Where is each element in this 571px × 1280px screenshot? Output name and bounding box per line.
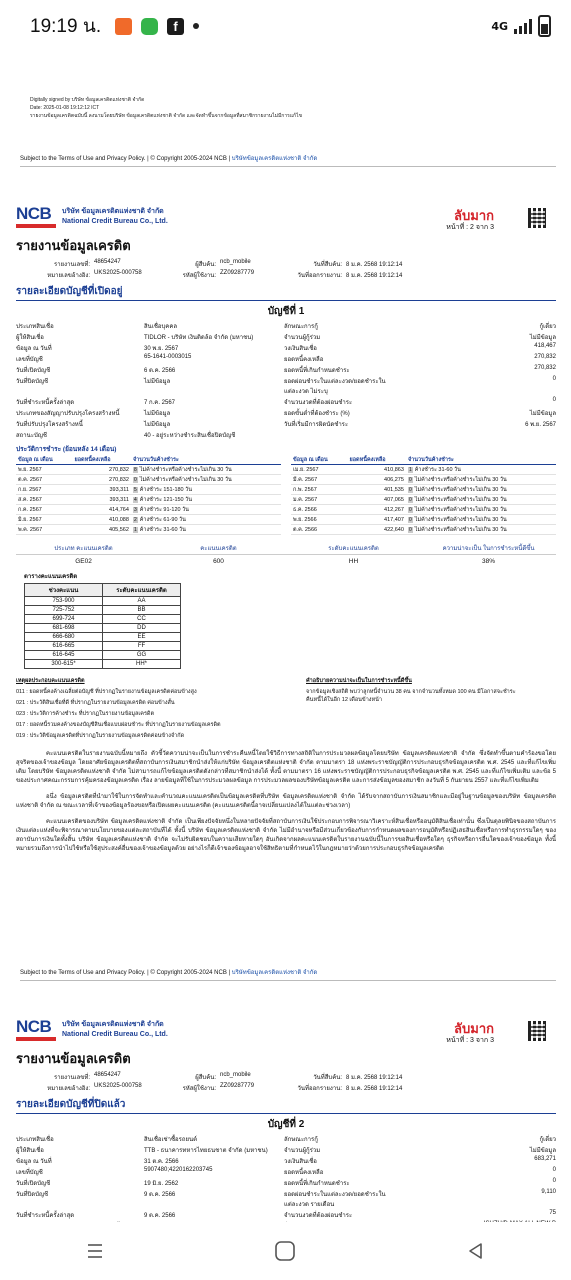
table-row <box>16 495 281 505</box>
signature-line: Digitally signed by บริษัท ข้อมูลเครดิตแห่งชาติ จำกัด <box>30 97 145 103</box>
history-balance: 406,275 <box>348 475 406 485</box>
field-value: สินเชื่อเช่าซื้อรถยนต์ <box>144 1137 198 1143</box>
field-label: วันที่ชำระหนี้ครั้งล่าสุด <box>16 400 75 406</box>
history-status <box>406 515 556 525</box>
field-label: ข้อมูล ณ วันที่ <box>16 1159 52 1165</box>
status-text: ไม่ค้างชำระหรือค้างชำระไม่เกิน 30 วัน <box>414 496 507 503</box>
divider <box>20 980 556 981</box>
signature-note: รายงานข้อมูลเครดิตฉบับนี้ ลงนามโดยบริษัท ข้อมูลเครดิตแห่งชาติ จำกัด และจัดทำขึ้นจากข้อมูลที่สมาชิกรายงานไม่มีการแก้ไข <box>30 113 303 119</box>
field-label: เลขที่บัญชี <box>16 357 43 363</box>
reason-item: 019 : ประวัติข้อมูลเครดิตที่ปรากฏในรายงานข้อมูลเครดิตค่อนข้างจำกัด <box>16 733 185 739</box>
field-label: เลขที่บัญชี <box>16 1170 43 1176</box>
signal-icon <box>514 18 532 34</box>
status-text: ค้างชำระ 31-60 วัน <box>414 466 461 473</box>
qr-code-icon <box>528 208 548 228</box>
probability-title: คำอธิบายความน่าจะเป็นในการชำระหนี้ดีขึ้น <box>306 678 412 684</box>
field-value: 40 - อยู่ระหว่างชำระสินเชื่อปิดบัญชี <box>144 433 236 439</box>
meta-label: รหัสผู้ใช้งาน: <box>182 1086 216 1092</box>
history-status <box>131 485 281 495</box>
meta-value: ZZ09287779 <box>220 270 255 276</box>
history-balance: 414,764 <box>73 505 131 515</box>
status-code: 3 <box>133 506 137 513</box>
facebook-icon: f <box>167 18 184 35</box>
field-label: ประเภทสินเชื่อ <box>16 324 54 330</box>
score-value-cell: 38% <box>481 558 495 565</box>
meta-label: หมายเลขอ้างอิง: <box>47 273 90 279</box>
field-value: 0 <box>552 1167 556 1173</box>
meta-value: 8 ม.ค. 2568 19:12:14 <box>346 262 403 268</box>
notification-icons <box>115 18 199 35</box>
history-status <box>131 525 281 535</box>
field-value: TIDLOR - บริษัท เงินติดล้อ จำกัด (มหาชน) <box>144 335 254 341</box>
field-value: ไม่มีข้อมูล <box>529 1148 556 1154</box>
score-header <box>16 543 556 555</box>
history-month: มิ.ย. 2567 <box>16 515 73 525</box>
meta-label: วันที่สืบค้น: <box>313 1075 342 1081</box>
history-month: ต.ค. 2567 <box>16 475 73 485</box>
history-header: ยอดหนี้คงเหลือ <box>348 456 406 465</box>
score-range-table <box>24 583 181 669</box>
table-row <box>291 475 556 485</box>
reasons-title: เหตุผลประกอบคะแนนเครดิต <box>16 678 85 684</box>
field-value: 19 มิ.ย. 2562 <box>144 1181 179 1187</box>
history-balance: 401,535 <box>348 485 406 495</box>
meta-value: 48654247 <box>94 259 121 265</box>
network-type: 4G <box>491 19 508 33</box>
field-label: วันที่เริ่มมีการผิดนัดชำระ <box>284 422 349 428</box>
field-value: 75 <box>549 1210 556 1216</box>
history-header: จำนวนวันค้างชำระ <box>406 456 556 465</box>
terms-footer <box>20 153 317 163</box>
divider <box>20 166 556 167</box>
history-balance: 422,640 <box>348 525 406 535</box>
grade-cell: DD <box>103 624 181 633</box>
history-status <box>406 495 556 505</box>
history-month: เม.ย. 2567 <box>291 465 348 475</box>
history-month: มี.ค. 2567 <box>291 475 348 485</box>
meta-label: วันที่สืบค้น: <box>313 262 342 268</box>
history-status <box>406 525 556 535</box>
reason-item: 023 : ประวัติการค้างชำระ ที่ปรากฏในรายงานข้อมูลเครดิต <box>16 711 155 717</box>
meta-value: 8 ม.ค. 2568 19:12:14 <box>346 1075 403 1081</box>
history-status <box>406 465 556 475</box>
field-label: วงเงินสินเชื่อ <box>284 1159 317 1165</box>
field-label: วันที่ปิดบัญชี <box>16 1192 49 1198</box>
table-row <box>16 475 281 485</box>
history-balance: 405,562 <box>73 525 131 535</box>
range-cell: 300-615* <box>25 660 103 669</box>
reason-item: 011 : ยอดหนี้คงค้างเฉลี่ยต่อบัญชี ที่ปรากฏในรายงานข้อมูลเครดิตค่อนข้างสูง <box>16 689 197 695</box>
line-app-icon <box>141 18 158 35</box>
navigation-bar <box>0 1222 571 1280</box>
history-balance: 393,311 <box>73 485 131 495</box>
ncb-link[interactable]: บริษัทข้อมูลเครดิตแห่งชาติ จำกัด <box>231 970 318 976</box>
table-row <box>291 485 556 495</box>
range-header: ช่วงคะแนน <box>25 584 103 597</box>
history-balance: 407,065 <box>348 495 406 505</box>
logo-text: NCB <box>16 204 52 223</box>
table-row <box>25 660 181 669</box>
table-row <box>25 597 181 606</box>
meta-label: หมายเลขอ้างอิง: <box>47 1086 90 1092</box>
company-name-en: National Credit Bureau Co., Ltd. <box>62 1031 168 1038</box>
field-value: 5907480;4220162203745 <box>144 1167 213 1173</box>
table-row <box>25 615 181 624</box>
status-code: 2 <box>133 516 137 523</box>
field-value: 683,271 <box>534 1156 556 1162</box>
score-values <box>16 558 556 565</box>
account-details <box>16 321 556 440</box>
status-text: ไม่ค้างชำระหรือค้างชำระไม่เกิน 30 วัน <box>414 506 507 513</box>
status-text: ค้างชำระ 61-90 วัน <box>139 516 186 523</box>
score-header-cell: ประเภท คะแนนเครดิต <box>54 546 113 552</box>
company-name-th: บริษัท ข้อมูลเครดิตแห่งชาติ จำกัด <box>62 208 164 215</box>
status-text: ค้างชำระ 91-120 วัน <box>139 506 189 513</box>
field-value <box>394 430 556 440</box>
page-number: หน้าที่ : 2 จาก 3 <box>446 224 494 231</box>
history-status <box>131 505 281 515</box>
history-status <box>131 495 281 505</box>
table-row <box>25 642 181 651</box>
history-status <box>131 475 281 485</box>
status-text: ไม่ค้างชำระหรือค้างชำระไม่เกิน 30 วัน <box>414 486 507 493</box>
history-balance: 417,407 <box>348 515 406 525</box>
history-month: พ.ค. 2567 <box>16 525 73 535</box>
disclaimer-paragraph: คะแนนเครดิตในรายงานฉบับนี้หมายถึง ตัวชี้วัดความน่าจะเป็นในการชำระคืนหนี้โดยใช้วิธีการทางสถิติในการประมวลผลข้อมูลโดยบริษัท ข้อมูลเครดิตแห่งชาติ จำกัด ซึ่งจัดทำขึ้นตามคำร้องขอโดยสุจริตของเจ้าของข้อมูล โดยอาศัยข้อมูลเครดิตที่สถาบันการเงินสมาชิกนำส่งให้แก่บริษัท ข้อมูลเครดิตแห่งชาติ จำกัด ตามมาตรา 18 แห่งพระราชบัญญัติการประกอบธุรกิจข้อมูลเครดิต พ.ศ. 2545 และที่แก้ไขเพิ่มเติม โดยบริษัท ข้อมูลเครดิตแห่งชาติ จำกัด ไม่สามารถแก้ไขข้อมูลเครดิตดังกล่าวที่สมาชิกนำส่งได้ ทั้งนี้ ตามมาตรา 16 แห่งพระราชบัญญัติการประกอบธุรกิจข้อมูลเครดิต พ.ศ. 2545 และที่แก้ไขเพิ่มเติม และข้อ 5 ของประกาศคณะกรรมการคุ้มครองข้อมูลเครดิต เรื่อง ลายข้อมูลที่ใช้ในการประมวลผลข้อมูล การประมวลผลของบริษัทข้อมูลเครดิต และการส่งข้อมูลของสมาชิก ลงวันที่ 5 กันยายน 2557 และที่แก้ไขเพิ่มเติม <box>16 751 556 784</box>
history-table-left <box>16 456 281 535</box>
status-text: ไม่ค้างชำระหรือค้างชำระไม่เกิน 30 วัน <box>139 476 232 483</box>
field-value: 65-1641-0003015 <box>144 354 192 360</box>
field-label: ลักษณะการกู้ <box>284 1137 318 1143</box>
qr-code-icon <box>528 1021 548 1041</box>
logo-text: NCB <box>16 1017 52 1036</box>
status-text: ไม่ค้างชำระหรือค้างชำระไม่เกิน 30 วัน <box>414 476 507 483</box>
payment-history <box>16 456 556 535</box>
history-header: ยอดหนี้คงเหลือ <box>73 456 131 465</box>
ncb-link[interactable]: บริษัทข้อมูลเครดิตแห่งชาติ จำกัด <box>231 156 318 162</box>
table-row <box>25 651 181 660</box>
status-text: ไม่ค้างชำระหรือค้างชำระไม่เกิน 30 วัน <box>139 466 232 473</box>
field-value: 31 ต.ค. 2566 <box>144 1159 179 1165</box>
confidential-label: ลับมาก <box>454 1021 494 1036</box>
status-text: ค้างชำระ 151-180 วัน <box>139 486 192 493</box>
grade-cell: BB <box>103 606 181 615</box>
meta-label: วันที่ออกรายงาน: <box>297 1086 342 1092</box>
meta-value: ZZ09287779 <box>220 1083 255 1089</box>
report-page-2 <box>16 205 556 854</box>
field-label: วันที่ปิดบัญชี <box>16 379 49 385</box>
field-value: สินเชื่อบุคคล <box>144 324 178 330</box>
grade-cell: AA <box>103 597 181 606</box>
mail-app-icon <box>115 18 132 35</box>
report-header <box>16 205 556 233</box>
field-value: ไม่มีข้อมูล <box>529 411 556 417</box>
history-balance: 270,832 <box>73 465 131 475</box>
field-label: ประเภทสินเชื่อ <box>16 1137 54 1143</box>
field-label: วันที่เปิดบัญชี <box>16 368 51 374</box>
history-balance: 270,832 <box>73 475 131 485</box>
field-label <box>284 430 394 440</box>
company-name-en: National Credit Bureau Co., Ltd. <box>62 218 168 225</box>
field-value: ไม่มีข้อมูล <box>144 422 171 428</box>
section-title: รายละเอียดบัญชีที่เปิดอยู่ <box>16 284 556 301</box>
meta-value: 8 ม.ค. 2568 19:12:14 <box>346 1086 403 1092</box>
field-label: ยอดหนี้คงเหลือ <box>284 357 324 363</box>
status-text: ไม่ค้างชำระหรือค้างชำระไม่เกิน 30 วัน <box>414 526 507 533</box>
section-title: รายละเอียดบัญชีที่ปิดแล้ว <box>16 1097 556 1114</box>
status-bar <box>0 0 571 52</box>
confidential-label: ลับมาก <box>454 208 494 223</box>
field-value: 0 <box>552 376 556 382</box>
field-label: ยอดขั้นต่ำที่ต้องชำระ (%) <box>284 411 350 417</box>
history-header: ข้อมูล ณ เดือน <box>16 456 73 465</box>
range-cell: 699-724 <box>25 615 103 624</box>
disclaimer-paragraph: อนึ่ง ข้อมูลเครดิตที่นำมาใช้ในการจัดทำและคำนวณคะแนนเครดิตเป็นข้อมูลเครดิตที่บริษัท ข้อมูลเครดิตแห่งชาติ จำกัด ได้รับจากสถาบันการเงินสมาชิกและมีอยู่ในฐานข้อมูลของบริษัท ข้อมูลเครดิตแห่งชาติ จำกัด ณ ขณะเวลาที่เจ้าของข้อมูลร้องขอหรือเปิดเผยคะแนนเครดิต (คะแนนเครดิตนี้อาจเปลี่ยนแปลงได้ในแต่ละช่วงเวลา) <box>16 794 556 809</box>
ncb-logo <box>16 1018 56 1041</box>
report-meta <box>16 1072 556 1093</box>
history-month: ม.ค. 2567 <box>291 495 348 505</box>
range-cell: 616-665 <box>25 642 103 651</box>
field-value: 6 ต.ค. 2566 <box>144 368 176 374</box>
meta-label: ผู้สืบค้น: <box>195 262 216 268</box>
disclaimer-paragraph: คะแนนเครดิตของบริษัท ข้อมูลเครดิตแห่งชาติ จำกัด เป็นเพียงปัจจัยหนึ่งในหลายปัจจัยที่สถาบันการเงินใช้ประกอบการพิจารณาวิเคราะห์สินเชื่อหรืออนุมัติสินเชื่อเท่านั้น ซึ่งเป็นดุลยพินิจของสถาบันการเงินแต่ละแห่งที่จะพิจารณาตามนโยบายของแต่ละสถาบันที่ได้ ทั้งนี้ บริษัท ข้อมูลเครดิตแห่งชาติ จำกัด ไม่มีอำนาจหรือมีส่วนเกี่ยวข้องกับการกำหนดผลของการอนุมัติหรือปฏิเสธสินเชื่อหรือการทำธุรกรรมใดๆ ของสถาบันการเงินใดทั้งสิ้น บริษัท ข้อมูลเครดิตแห่งชาติ จำกัด จะไม่รับผิดชอบในความเสียหายใดๆ อันเกิดจากผลคะแนนเครดิตในรายงานฉบับนี้ในการขอสินเชื่อหรือใดๆ ธุรกิจหรือการอื่นใดของเจ้าของข้อมูล ทั้งนี้ หมายรวมถึงการนำไปใช้หรือใช้สุประสงค์อื่นของเจ้าของข้อมูลด้วย อย่างไรก็ดีเจ้าของข้อมูลอาจใช้สิทธิตามที่กำหนดไว้ในกฎหมายว่าด้วยการประกอบธุรกิจข้อมูลเครดิต <box>16 819 556 852</box>
table-row <box>16 465 281 475</box>
field-label: ยอดหนี้ที่เกินกำหนดชำระ <box>284 1181 350 1187</box>
field-label: ยอดผ่อนชำระในแต่ละงวด/ยอดชำระในแต่ละงวด รายเดือน <box>284 1192 386 1208</box>
signature-date: Date: 2025-01-08 19:12:12 ICT <box>30 105 100 111</box>
field-label: ประเภทของสัญญาปรับปรุงโครงสร้างหนี้ <box>16 411 120 417</box>
meta-value: ncb_mobile <box>220 259 251 265</box>
range-header: ระดับคะแนนเครดิต <box>103 584 181 597</box>
history-month: ก.ค. 2567 <box>16 505 73 515</box>
range-cell: 616-645 <box>25 651 103 660</box>
report-title: รายงานข้อมูลเครดิต <box>16 1051 131 1066</box>
payment-history-title: ประวัติการชำระ (ย้อนหลัง 14 เดือน) <box>16 446 117 453</box>
status-code: 1 <box>133 526 137 533</box>
more-notifications-dot-icon <box>193 23 199 29</box>
meta-label: รหัสผู้ใช้งาน: <box>182 273 216 279</box>
reason-item: 021 : ประวัติสินเชื่อที่ดี ที่ปรากฏในรายงานข้อมูลเครดิต ค่อนข้างสั้น <box>16 700 175 706</box>
page-number: หน้าที่ : 3 จาก 3 <box>446 1037 494 1044</box>
table-row <box>16 485 281 495</box>
status-code: 0 <box>408 526 412 533</box>
field-label: จำนวนงวดที่ต้องผ่อนชำระ <box>284 400 353 406</box>
score-value-cell: GE02 <box>75 558 92 565</box>
back-icon[interactable] <box>456 1236 496 1266</box>
score-range-title: ตารางคะแนนเครดิต <box>24 574 78 580</box>
field-value: ไม่มีข้อมูล <box>144 411 171 417</box>
score-value-cell: HH <box>348 558 359 565</box>
field-value: 0 <box>552 1178 556 1184</box>
status-code: 0 <box>408 476 412 483</box>
field-value: 9 ต.ค. 2566 <box>144 1192 176 1198</box>
company-name <box>62 1020 168 1040</box>
status-text: ไม่ค้างชำระหรือค้างชำระไม่เกิน 30 วัน <box>414 516 507 523</box>
grade-cell: GG <box>103 651 181 660</box>
company-name-th: บริษัท ข้อมูลเครดิตแห่งชาติ จำกัด <box>62 1021 164 1028</box>
field-value: 270,832 <box>534 354 556 360</box>
table-row <box>25 606 181 615</box>
field-label: วันที่ปรับปรุงโครงสร้างหนี้ <box>16 422 83 428</box>
company-name <box>62 207 168 227</box>
status-text: ค้างชำระ 121-150 วัน <box>139 496 192 503</box>
status-code: 0 <box>408 516 412 523</box>
system-icons <box>491 15 551 37</box>
field-label: ลักษณะการกู้ <box>284 324 318 330</box>
history-balance: 410,863 <box>348 465 406 475</box>
history-month: ธ.ค. 2566 <box>291 505 348 515</box>
history-month: ก.พ. 2567 <box>291 485 348 495</box>
history-status <box>406 505 556 515</box>
field-value: ไม่มีข้อมูล <box>144 379 171 385</box>
range-cell: 666-680 <box>25 633 103 642</box>
field-label: วันที่เปิดบัญชี <box>16 1181 51 1187</box>
history-table-right <box>291 456 556 535</box>
clock: 19:19 น. <box>30 16 102 37</box>
grade-cell: FF <box>103 642 181 651</box>
score-value-cell: 600 <box>213 558 224 565</box>
field-value: TTB - ธนาคารทหารไทยธนชาต จำกัด (มหาชน) <box>144 1148 268 1154</box>
field-label: ผู้ให้สินเชื่อ <box>16 1148 44 1154</box>
history-month: ส.ค. 2567 <box>16 495 73 505</box>
table-row <box>291 465 556 475</box>
field-label: ยอดหนี้คงเหลือ <box>284 1170 324 1176</box>
home-icon[interactable] <box>265 1236 305 1266</box>
history-balance: 393,311 <box>73 495 131 505</box>
grade-cell: EE <box>103 633 181 642</box>
field-value: 9,110 <box>541 1189 556 1195</box>
table-row <box>25 633 181 642</box>
meta-label: รายงานเลขที่: <box>54 1075 90 1081</box>
history-balance: 410,088 <box>73 515 131 525</box>
report-header <box>16 1018 556 1046</box>
meta-value: UKS2025-000758 <box>94 1083 142 1089</box>
table-row <box>16 525 281 535</box>
recent-apps-icon[interactable] <box>75 1236 115 1266</box>
history-status <box>406 475 556 485</box>
status-code: 0 <box>408 506 412 513</box>
status-code: 0 <box>133 476 137 483</box>
table-row <box>16 505 281 515</box>
table-row <box>291 525 556 535</box>
history-status <box>406 485 556 495</box>
status-code: 0 <box>408 496 412 503</box>
field-value: ไม่มีข้อมูล <box>529 335 556 341</box>
field-value: 9 ต.ค. 2566 <box>144 1213 176 1219</box>
field-value: 6 พ.ย. 2567 <box>525 422 556 428</box>
field-value: 30 พ.ย. 2567 <box>144 346 179 352</box>
table-row <box>291 505 556 515</box>
history-month: พ.ย. 2567 <box>16 465 73 475</box>
field-value: 0 <box>552 397 556 403</box>
history-header: ข้อมูล ณ เดือน <box>291 456 348 465</box>
score-header-cell: ระดับคะแนนเครดิต <box>328 546 379 552</box>
status-code: 8 <box>133 466 137 473</box>
report-title: รายงานข้อมูลเครดิต <box>16 238 131 253</box>
history-status <box>131 515 281 525</box>
meta-value: 8 ม.ค. 2568 19:12:14 <box>346 273 403 279</box>
digital-signature <box>30 96 302 120</box>
field-value: กู้เดี่ยว <box>539 324 556 330</box>
meta-value: UKS2025-000758 <box>94 270 142 276</box>
report-page-3 <box>16 1018 556 1231</box>
account-title: บัญชีที่ 2 <box>267 1119 305 1130</box>
score-header-cell: คะแนนเครดิต <box>200 546 237 552</box>
history-month: ก.ย. 2567 <box>16 485 73 495</box>
field-label: ข้อมูล ณ วันที่ <box>16 346 52 352</box>
meta-label: วันที่ออกรายงาน: <box>297 273 342 279</box>
table-row <box>16 515 281 525</box>
history-header: จำนวนวันค้างชำระ <box>131 456 281 465</box>
status-code: 4 <box>133 496 137 503</box>
terms-footer-2 <box>20 967 317 977</box>
history-month: ต.ค. 2566 <box>291 525 348 535</box>
status-code: 0 <box>408 486 412 493</box>
field-value: 418,467 <box>534 343 556 349</box>
field-value: 7 ก.ค. 2567 <box>144 400 175 406</box>
field-label: ยอดผ่อนชำระในแต่ละงวด/ยอดชำระในแต่ละงวด ไม่ระบุ <box>284 379 386 395</box>
table-row <box>25 624 181 633</box>
score-header-cell: ความน่าจะเป็น ในการชำระหนี้ดีขึ้น <box>442 546 535 552</box>
terms-text: Subject to the Terms of Use and Privacy Policy. | © Copyright 2005-2024 NCB | <box>20 970 231 976</box>
ncb-logo <box>16 205 56 228</box>
meta-value: ncb_mobile <box>220 1072 251 1078</box>
status-text: ค้างชำระ 31-60 วัน <box>139 526 186 533</box>
reason-item: 017 : ยอดหนี้รวมคงค้างของบัญชีสินเชื่อแบบผ่อนชำระ ที่ปรากฏในรายงานข้อมูลเครดิต <box>16 722 221 728</box>
table-row <box>291 495 556 505</box>
grade-cell: HH* <box>103 660 181 669</box>
account-title: บัญชีที่ 1 <box>267 306 305 317</box>
history-status <box>131 465 281 475</box>
history-month: พ.ย. 2566 <box>291 515 348 525</box>
field-label: ยอดหนี้ที่เกินกำหนดชำระ <box>284 368 350 374</box>
table-row <box>291 515 556 525</box>
meta-label: ผู้สืบค้น: <box>195 1075 216 1081</box>
field-label: วันที่ชำระหนี้ครั้งล่าสุด <box>16 1213 75 1219</box>
status-code: 5 <box>133 486 137 493</box>
field-value: กู้เดี่ยว <box>539 1137 556 1143</box>
range-cell: 725-752 <box>25 606 103 615</box>
range-cell: 753-900 <box>25 597 103 606</box>
field-value: 270,832 <box>534 365 556 371</box>
field-label: วงเงินสินเชื่อ <box>284 346 317 352</box>
history-balance: 412,267 <box>348 505 406 515</box>
terms-text: Subject to the Terms of Use and Privacy Policy. | © Copyright 2005-2024 NCB | <box>20 156 231 162</box>
meta-label: รายงานเลขที่: <box>54 262 90 268</box>
battery-icon <box>538 15 551 37</box>
field-label: จำนวนงวดที่ต้องผ่อนชำระ <box>284 1213 353 1219</box>
grade-cell: CC <box>103 615 181 624</box>
probability-text: จากข้อมูลเชิงสถิติ พบว่าลูกหนี้จำนวน 38 คน จากจำนวนทั้งหมด 100 คน มีโอกาสจะชำระคืนหนี้ได้ในอีก 12 เดือนข้างหน้า <box>306 689 516 703</box>
report-meta <box>16 259 556 280</box>
field-label: สถานะบัญชี <box>16 433 47 439</box>
pdf-viewer[interactable] <box>0 52 571 1222</box>
score-notes <box>16 677 556 743</box>
range-cell: 681-698 <box>25 624 103 633</box>
field-label: จำนวนผู้กู้ร่วม <box>284 1148 321 1154</box>
status-code: 1 <box>408 466 412 473</box>
field-label: จำนวนผู้กู้ร่วม <box>284 335 321 341</box>
field-label: ผู้ให้สินเชื่อ <box>16 335 44 341</box>
meta-value: 48654247 <box>94 1072 121 1078</box>
account-details <box>16 1134 556 1231</box>
